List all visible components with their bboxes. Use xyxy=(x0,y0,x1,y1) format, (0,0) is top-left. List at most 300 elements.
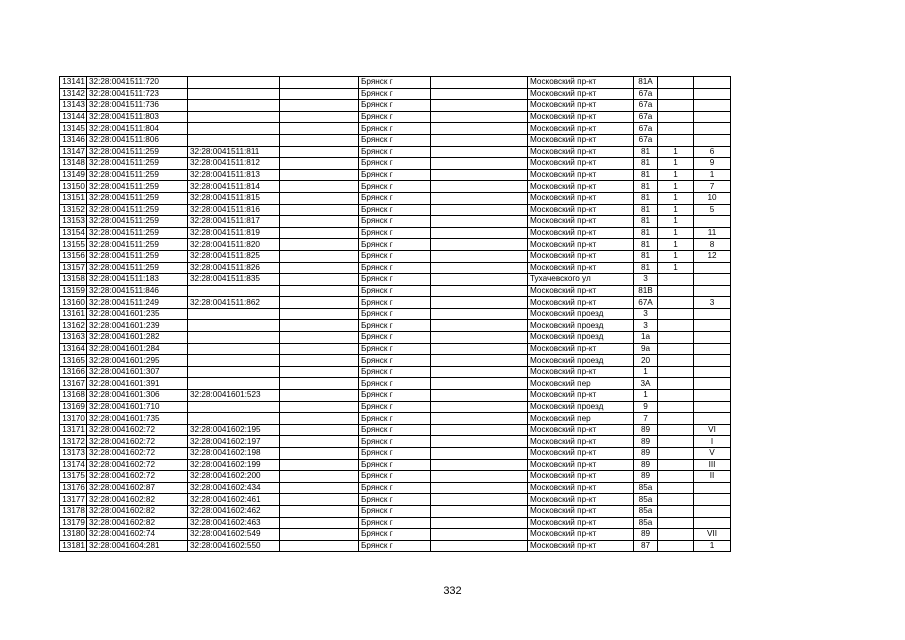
house-cell: 85а xyxy=(634,517,658,529)
empty-cell-a xyxy=(280,332,359,344)
apartment-cell: I xyxy=(694,436,731,448)
sub-cadastral-number-cell: 32:28:0041602:549 xyxy=(188,529,280,541)
sub-cadastral-number-cell xyxy=(188,88,280,100)
row-number-cell: 13161 xyxy=(60,308,87,320)
street-cell: Московский пр-кт xyxy=(528,285,634,297)
city-cell: Брянск г xyxy=(359,100,431,112)
apartment-cell: V xyxy=(694,448,731,460)
cadastral-number-cell: 32:28:0041602:82 xyxy=(87,494,188,506)
apartment-cell xyxy=(694,517,731,529)
empty-cell-b xyxy=(431,448,528,460)
building-cell: 1 xyxy=(658,216,694,228)
sub-cadastral-number-cell xyxy=(188,123,280,135)
empty-cell-a xyxy=(280,494,359,506)
cadastral-number-cell: 32:28:0041602:87 xyxy=(87,482,188,494)
house-cell: 85а xyxy=(634,505,658,517)
building-cell xyxy=(658,505,694,517)
cadastral-number-cell: 32:28:0041601:306 xyxy=(87,390,188,402)
cadastral-number-cell: 32:28:0041602:72 xyxy=(87,459,188,471)
empty-cell-b xyxy=(431,540,528,552)
house-cell: 81 xyxy=(634,181,658,193)
city-cell: Брянск г xyxy=(359,181,431,193)
table-row xyxy=(60,308,731,320)
cadastral-number-cell: 32:28:0041511:249 xyxy=(87,297,188,309)
empty-cell-a xyxy=(280,448,359,460)
house-cell: 67а xyxy=(634,123,658,135)
sub-cadastral-number-cell xyxy=(188,413,280,425)
empty-cell-b xyxy=(431,77,528,89)
row-number-cell: 13146 xyxy=(60,134,87,146)
apartment-cell: 12 xyxy=(694,250,731,262)
empty-cell-a xyxy=(280,297,359,309)
sub-cadastral-number-cell: 32:28:0041602:197 xyxy=(188,436,280,448)
row-number-cell: 13152 xyxy=(60,204,87,216)
street-cell: Московский пр-кт xyxy=(528,192,634,204)
cadastral-number-cell: 32:28:0041511:806 xyxy=(87,134,188,146)
empty-cell-b xyxy=(431,366,528,378)
sub-cadastral-number-cell: 32:28:0041602:199 xyxy=(188,459,280,471)
table-row xyxy=(60,390,731,402)
row-number-cell: 13158 xyxy=(60,274,87,286)
apartment-cell: 1 xyxy=(694,540,731,552)
city-cell: Брянск г xyxy=(359,146,431,158)
cadastral-number-cell: 32:28:0041511:720 xyxy=(87,77,188,89)
empty-cell-a xyxy=(280,366,359,378)
row-number-cell: 13141 xyxy=(60,77,87,89)
table-row xyxy=(60,366,731,378)
sub-cadastral-number-cell xyxy=(188,320,280,332)
sub-cadastral-number-cell xyxy=(188,355,280,367)
house-cell: 81 xyxy=(634,216,658,228)
house-cell: 7 xyxy=(634,413,658,425)
street-cell: Московский пр-кт xyxy=(528,239,634,251)
empty-cell-b xyxy=(431,158,528,170)
house-cell: 81 xyxy=(634,192,658,204)
house-cell: 89 xyxy=(634,448,658,460)
house-cell: 3А xyxy=(634,378,658,390)
empty-cell-a xyxy=(280,390,359,402)
street-cell: Московский пр-кт xyxy=(528,262,634,274)
empty-cell-b xyxy=(431,413,528,425)
empty-cell-b xyxy=(431,262,528,274)
table-body xyxy=(60,77,731,552)
building-cell xyxy=(658,517,694,529)
street-cell: Московский пр-кт xyxy=(528,436,634,448)
empty-cell-a xyxy=(280,436,359,448)
sub-cadastral-number-cell xyxy=(188,401,280,413)
table-row xyxy=(60,517,731,529)
row-number-cell: 13142 xyxy=(60,88,87,100)
building-cell xyxy=(658,285,694,297)
cadastral-number-cell: 32:28:0041601:735 xyxy=(87,413,188,425)
house-cell: 89 xyxy=(634,471,658,483)
empty-cell-a xyxy=(280,459,359,471)
cadastral-number-cell: 32:28:0041601:284 xyxy=(87,343,188,355)
city-cell: Брянск г xyxy=(359,239,431,251)
apartment-cell xyxy=(694,274,731,286)
cadastral-number-cell: 32:28:0041511:259 xyxy=(87,227,188,239)
table-row xyxy=(60,378,731,390)
house-cell: 81 xyxy=(634,146,658,158)
empty-cell-a xyxy=(280,227,359,239)
table-row xyxy=(60,355,731,367)
apartment-cell xyxy=(694,505,731,517)
house-cell: 89 xyxy=(634,424,658,436)
cadastral-number-cell: 32:28:0041511:846 xyxy=(87,285,188,297)
cadastral-number-cell: 32:28:0041511:259 xyxy=(87,169,188,181)
house-cell: 81А xyxy=(634,77,658,89)
cadastral-number-cell: 32:28:0041602:82 xyxy=(87,517,188,529)
row-number-cell: 13179 xyxy=(60,517,87,529)
city-cell: Брянск г xyxy=(359,250,431,262)
apartment-cell xyxy=(694,332,731,344)
house-cell: 81 xyxy=(634,158,658,170)
sub-cadastral-number-cell: 32:28:0041602:195 xyxy=(188,424,280,436)
cadastral-number-cell: 32:28:0041511:804 xyxy=(87,123,188,135)
street-cell: Московский пр-кт xyxy=(528,123,634,135)
city-cell: Брянск г xyxy=(359,401,431,413)
apartment-cell xyxy=(694,320,731,332)
table-row xyxy=(60,100,731,112)
city-cell: Брянск г xyxy=(359,204,431,216)
sub-cadastral-number-cell xyxy=(188,111,280,123)
apartment-cell xyxy=(694,134,731,146)
row-number-cell: 13168 xyxy=(60,390,87,402)
empty-cell-a xyxy=(280,285,359,297)
street-cell: Московский пр-кт xyxy=(528,459,634,471)
building-cell: 1 xyxy=(658,227,694,239)
city-cell: Брянск г xyxy=(359,413,431,425)
empty-cell-a xyxy=(280,262,359,274)
building-cell xyxy=(658,297,694,309)
street-cell: Московский пр-кт xyxy=(528,390,634,402)
sub-cadastral-number-cell xyxy=(188,343,280,355)
cadastral-number-cell: 32:28:0041601:235 xyxy=(87,308,188,320)
street-cell: Московский пр-кт xyxy=(528,216,634,228)
empty-cell-a xyxy=(280,77,359,89)
cadastral-number-cell: 32:28:0041601:295 xyxy=(87,355,188,367)
sub-cadastral-number-cell: 32:28:0041602:462 xyxy=(188,505,280,517)
apartment-cell xyxy=(694,262,731,274)
row-number-cell: 13177 xyxy=(60,494,87,506)
building-cell xyxy=(658,366,694,378)
building-cell xyxy=(658,378,694,390)
row-number-cell: 13156 xyxy=(60,250,87,262)
row-number-cell: 13144 xyxy=(60,111,87,123)
empty-cell-a xyxy=(280,192,359,204)
empty-cell-a xyxy=(280,343,359,355)
empty-cell-a xyxy=(280,250,359,262)
sub-cadastral-number-cell: 32:28:0041511:835 xyxy=(188,274,280,286)
table-row xyxy=(60,320,731,332)
street-cell: Московский пер xyxy=(528,413,634,425)
sub-cadastral-number-cell: 32:28:0041511:814 xyxy=(188,181,280,193)
sub-cadastral-number-cell: 32:28:0041511:819 xyxy=(188,227,280,239)
row-number-cell: 13160 xyxy=(60,297,87,309)
street-cell: Московский пр-кт xyxy=(528,343,634,355)
empty-cell-a xyxy=(280,123,359,135)
city-cell: Брянск г xyxy=(359,88,431,100)
cadastral-number-cell: 32:28:0041604:281 xyxy=(87,540,188,552)
row-number-cell: 13154 xyxy=(60,227,87,239)
empty-cell-b xyxy=(431,343,528,355)
house-cell: 67а xyxy=(634,111,658,123)
row-number-cell: 13162 xyxy=(60,320,87,332)
cadastral-number-cell: 32:28:0041511:259 xyxy=(87,262,188,274)
apartment-cell: 7 xyxy=(694,181,731,193)
table-row xyxy=(60,204,731,216)
building-cell: 1 xyxy=(658,204,694,216)
row-number-cell: 13174 xyxy=(60,459,87,471)
table-row xyxy=(60,274,731,286)
apartment-cell xyxy=(694,494,731,506)
sub-cadastral-number-cell xyxy=(188,308,280,320)
city-cell: Брянск г xyxy=(359,134,431,146)
building-cell xyxy=(658,540,694,552)
empty-cell-a xyxy=(280,146,359,158)
empty-cell-b xyxy=(431,192,528,204)
apartment-cell xyxy=(694,285,731,297)
empty-cell-a xyxy=(280,413,359,425)
empty-cell-a xyxy=(280,239,359,251)
cadastral-number-cell: 32:28:0041602:72 xyxy=(87,448,188,460)
house-cell: 81 xyxy=(634,250,658,262)
building-cell: 1 xyxy=(658,158,694,170)
apartment-cell: 6 xyxy=(694,146,731,158)
cadastral-number-cell: 32:28:0041511:723 xyxy=(87,88,188,100)
building-cell xyxy=(658,424,694,436)
cadastral-number-cell: 32:28:0041511:803 xyxy=(87,111,188,123)
table-row xyxy=(60,169,731,181)
empty-cell-b xyxy=(431,285,528,297)
city-cell: Брянск г xyxy=(359,505,431,517)
building-cell: 1 xyxy=(658,250,694,262)
row-number-cell: 13149 xyxy=(60,169,87,181)
empty-cell-a xyxy=(280,424,359,436)
building-cell xyxy=(658,308,694,320)
house-cell: 89 xyxy=(634,529,658,541)
empty-cell-b xyxy=(431,181,528,193)
building-cell xyxy=(658,529,694,541)
building-cell: 1 xyxy=(658,169,694,181)
cadastral-number-cell: 32:28:0041601:282 xyxy=(87,332,188,344)
house-cell: 81 xyxy=(634,262,658,274)
city-cell: Брянск г xyxy=(359,494,431,506)
empty-cell-b xyxy=(431,123,528,135)
city-cell: Брянск г xyxy=(359,192,431,204)
city-cell: Брянск г xyxy=(359,343,431,355)
house-cell: 1а xyxy=(634,332,658,344)
row-number-cell: 13169 xyxy=(60,401,87,413)
sub-cadastral-number-cell xyxy=(188,378,280,390)
building-cell: 1 xyxy=(658,146,694,158)
street-cell: Московский проезд xyxy=(528,332,634,344)
empty-cell-b xyxy=(431,390,528,402)
row-number-cell: 13143 xyxy=(60,100,87,112)
house-cell: 3 xyxy=(634,308,658,320)
building-cell xyxy=(658,390,694,402)
house-cell: 81В xyxy=(634,285,658,297)
city-cell: Брянск г xyxy=(359,285,431,297)
cadastral-number-cell: 32:28:0041511:259 xyxy=(87,216,188,228)
table-row xyxy=(60,192,731,204)
house-cell: 3 xyxy=(634,274,658,286)
empty-cell-a xyxy=(280,540,359,552)
cadastral-number-cell: 32:28:0041511:183 xyxy=(87,274,188,286)
empty-cell-a xyxy=(280,169,359,181)
city-cell: Брянск г xyxy=(359,158,431,170)
table-row xyxy=(60,540,731,552)
city-cell: Брянск г xyxy=(359,123,431,135)
street-cell: Московский пр-кт xyxy=(528,227,634,239)
street-cell: Тухачевского ул xyxy=(528,274,634,286)
empty-cell-b xyxy=(431,134,528,146)
apartment-cell xyxy=(694,88,731,100)
house-cell: 9 xyxy=(634,401,658,413)
street-cell: Московский проезд xyxy=(528,320,634,332)
street-cell: Московский пр-кт xyxy=(528,366,634,378)
empty-cell-a xyxy=(280,216,359,228)
empty-cell-a xyxy=(280,308,359,320)
empty-cell-b xyxy=(431,355,528,367)
cadastral-number-cell: 32:28:0041601:710 xyxy=(87,401,188,413)
row-number-cell: 13178 xyxy=(60,505,87,517)
empty-cell-b xyxy=(431,111,528,123)
table-row xyxy=(60,297,731,309)
house-cell: 67а xyxy=(634,100,658,112)
street-cell: Московский пр-кт xyxy=(528,505,634,517)
empty-cell-b xyxy=(431,482,528,494)
empty-cell-b xyxy=(431,471,528,483)
city-cell: Брянск г xyxy=(359,459,431,471)
table-row xyxy=(60,482,731,494)
street-cell: Московский проезд xyxy=(528,355,634,367)
cadastral-registry-table xyxy=(59,76,731,552)
empty-cell-a xyxy=(280,505,359,517)
sub-cadastral-number-cell: 32:28:0041511:811 xyxy=(188,146,280,158)
street-cell: Московский пр-кт xyxy=(528,146,634,158)
apartment-cell xyxy=(694,111,731,123)
table-row xyxy=(60,505,731,517)
city-cell: Брянск г xyxy=(359,471,431,483)
sub-cadastral-number-cell: 32:28:0041511:826 xyxy=(188,262,280,274)
empty-cell-a xyxy=(280,204,359,216)
sub-cadastral-number-cell: 32:28:0041602:550 xyxy=(188,540,280,552)
empty-cell-b xyxy=(431,216,528,228)
street-cell: Московский пр-кт xyxy=(528,494,634,506)
table-row xyxy=(60,181,731,193)
apartment-cell: II xyxy=(694,471,731,483)
empty-cell-b xyxy=(431,517,528,529)
house-cell: 89 xyxy=(634,436,658,448)
sub-cadastral-number-cell: 32:28:0041511:816 xyxy=(188,204,280,216)
empty-cell-b xyxy=(431,250,528,262)
sub-cadastral-number-cell xyxy=(188,134,280,146)
apartment-cell xyxy=(694,123,731,135)
city-cell: Брянск г xyxy=(359,529,431,541)
table-row xyxy=(60,123,731,135)
sub-cadastral-number-cell: 32:28:0041511:825 xyxy=(188,250,280,262)
empty-cell-a xyxy=(280,482,359,494)
empty-cell-b xyxy=(431,239,528,251)
city-cell: Брянск г xyxy=(359,332,431,344)
table-row xyxy=(60,343,731,355)
city-cell: Брянск г xyxy=(359,540,431,552)
city-cell: Брянск г xyxy=(359,378,431,390)
cadastral-number-cell: 32:28:0041602:72 xyxy=(87,424,188,436)
sub-cadastral-number-cell xyxy=(188,100,280,112)
building-cell xyxy=(658,320,694,332)
building-cell xyxy=(658,77,694,89)
sub-cadastral-number-cell: 32:28:0041511:817 xyxy=(188,216,280,228)
house-cell: 3 xyxy=(634,320,658,332)
empty-cell-b xyxy=(431,100,528,112)
house-cell: 67а xyxy=(634,88,658,100)
cadastral-number-cell: 32:28:0041601:239 xyxy=(87,320,188,332)
apartment-cell xyxy=(694,308,731,320)
apartment-cell xyxy=(694,366,731,378)
building-cell xyxy=(658,332,694,344)
empty-cell-a xyxy=(280,158,359,170)
house-cell: 89 xyxy=(634,459,658,471)
empty-cell-a xyxy=(280,181,359,193)
row-number-cell: 13172 xyxy=(60,436,87,448)
empty-cell-a xyxy=(280,134,359,146)
apartment-cell: 9 xyxy=(694,158,731,170)
empty-cell-b xyxy=(431,204,528,216)
city-cell: Брянск г xyxy=(359,308,431,320)
row-number-cell: 13171 xyxy=(60,424,87,436)
street-cell: Московский пр-кт xyxy=(528,204,634,216)
cadastral-number-cell: 32:28:0041602:74 xyxy=(87,529,188,541)
sub-cadastral-number-cell: 32:28:0041602:463 xyxy=(188,517,280,529)
empty-cell-a xyxy=(280,111,359,123)
sub-cadastral-number-cell: 32:28:0041602:200 xyxy=(188,471,280,483)
table-row xyxy=(60,88,731,100)
table-row xyxy=(60,77,731,89)
house-cell: 87 xyxy=(634,540,658,552)
cadastral-number-cell: 32:28:0041511:259 xyxy=(87,204,188,216)
city-cell: Брянск г xyxy=(359,390,431,402)
building-cell xyxy=(658,459,694,471)
apartment-cell: 1 xyxy=(694,169,731,181)
row-number-cell: 13166 xyxy=(60,366,87,378)
city-cell: Брянск г xyxy=(359,355,431,367)
apartment-cell xyxy=(694,378,731,390)
row-number-cell: 13150 xyxy=(60,181,87,193)
table-row xyxy=(60,471,731,483)
cadastral-number-cell: 32:28:0041602:72 xyxy=(87,471,188,483)
row-number-cell: 13165 xyxy=(60,355,87,367)
sub-cadastral-number-cell xyxy=(188,366,280,378)
row-number-cell: 13147 xyxy=(60,146,87,158)
building-cell xyxy=(658,355,694,367)
apartment-cell xyxy=(694,401,731,413)
empty-cell-b xyxy=(431,320,528,332)
street-cell: Московский пр-кт xyxy=(528,448,634,460)
apartment-cell xyxy=(694,482,731,494)
empty-cell-a xyxy=(280,274,359,286)
street-cell: Московский пр-кт xyxy=(528,158,634,170)
empty-cell-a xyxy=(280,88,359,100)
house-cell: 81 xyxy=(634,169,658,181)
building-cell xyxy=(658,448,694,460)
apartment-cell xyxy=(694,216,731,228)
row-number-cell: 13148 xyxy=(60,158,87,170)
apartment-cell: 8 xyxy=(694,239,731,251)
empty-cell-b xyxy=(431,494,528,506)
house-cell: 81 xyxy=(634,227,658,239)
